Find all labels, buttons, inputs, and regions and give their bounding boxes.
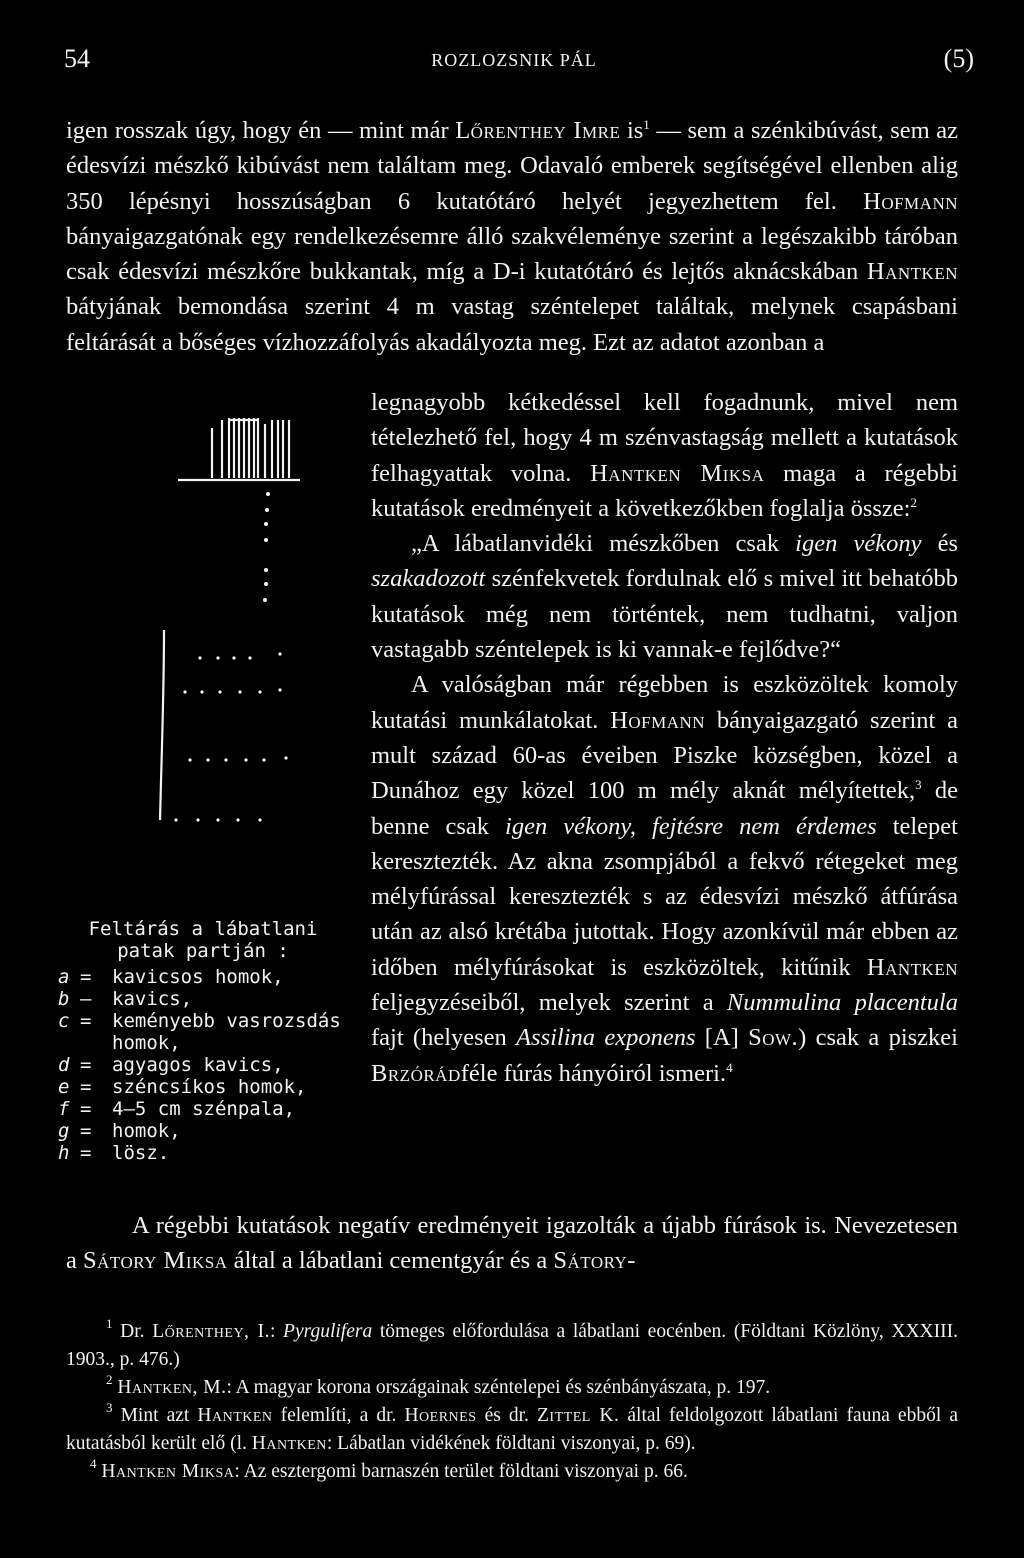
paragraph: igen rosszak úgy, hogy én — mint már Lőrenthey Imre $is^1$ — sem a szénkibúvást, sem az édesvízi mészkő kibúvást nem találtam meg. Odavaló emberek segítségével ellenben alig 350 lépésnyi hosszúságban 6 kutatótáró helyét jegyezhettem fel. Hofmann bányaigazgatónak egy rendelkezésemre álló szakvéleménye szerint a legészakibb táróban csak édesvízi mészkőre bukkantak, míg a D-i kutatótáró és lejtős aknácskában Hantken bátyjának bemondása szerint 4 m vastag széntelepet találtak, melynek csapásbani feltárását a bőséges vízhozzáfolyás akadályozta meg. Ezt az adatot azonban a xyxy=(66,117,959,356)
author-name: Hantken xyxy=(251,1433,327,1454)
author-name: Sátory Miksa xyxy=(83,1247,228,1275)
author-name: Hantken xyxy=(866,953,958,981)
footnote: $^3$ Mint azt Hantken felemlíti, a dr. Hoernes és dr. Zittel K. által feldolgozott lábatlani fauna ebből a kutatásból került elő (l. Hantken: Lábatlan vidékének földtani viszonyai, p. 69). xyxy=(66,1400,958,1454)
paragraph: legnagyobb kétkedéssel kell fogadnunk, mivel nem tételezhető fel, hogy 4 m szénvastagság mellett a kutatások felhagyattak volna. Hantken Miksa maga a régebbi kutatások eredményeit a következőkben foglalja össze:$^2$ xyxy=(371,389,958,522)
author-name: Hantken xyxy=(866,258,958,286)
legend-row: c = keményebb vasrozsdás homok, xyxy=(58,1010,341,1054)
legend-row: d = agyagos kavics, xyxy=(58,1054,284,1076)
figure-caption xyxy=(58,918,348,1164)
outcrop-drawing xyxy=(150,400,310,850)
section-number: (5) xyxy=(943,44,974,73)
footnote: $^2$ Hantken, M.: A magyar korona országainak széntelepei és szénbányászata, p. 197. xyxy=(106,1372,771,1398)
footnotes xyxy=(66,1318,958,1486)
paragraph: A valóságban már régebben is eszközöltek komoly kutatási munkálatokat. Hofmann bányaigazgató szerint a mult század 60-as éveiben Piszke községben, közel a Dunához egy közel 100 m mély aknát mélyítettek,$^3$ de benne csak igen vékony, fejtésre nem érdemes telepet keresztezték. Az akna zsompjából a fekvő rétegeket meg mélyfúrással keresztezték s az édesvízi mészkő átfúrása után az alsó krétába jutottak. Hogy azonkívül már ebben az időben mélyfúrásokat is eszközöltek, kitűnik Hantken feljegyzéseiből, melyek szerint a Nummulina placentula fajt (helyesen Assilina exponens [A] Sow.) csak a piszkei Brzórádféle fúrás hányóiról ismeri.$^4$ xyxy=(371,671,959,1087)
legend-row: f = 4—5 cm szénpala, xyxy=(58,1098,296,1120)
footnote: $^1$ Dr. Lőrenthey, I.: Pyrgulifera tömeges előfordulása a lábatlani eocénben. (Földtani Közlöny, XXXIII. 1903., p. 476.) xyxy=(66,1316,958,1370)
author-name: Hoernes xyxy=(404,1405,477,1426)
author-name: Sátory xyxy=(553,1247,628,1275)
running-title: ROZLOZSNIK PÁL xyxy=(431,50,597,70)
author-name: Hantken xyxy=(197,1405,273,1426)
author-name: Zittel K. xyxy=(537,1405,620,1426)
footnote-ref: 3 xyxy=(915,777,922,793)
author-name: Lőrenthey, I. xyxy=(152,1321,270,1342)
footnote-ref: 1 xyxy=(643,117,650,132)
footnote-ref: 2 xyxy=(910,494,917,510)
legend-row: a = kavicsos homok, xyxy=(58,966,284,988)
author-name: Hantken, M. xyxy=(117,1377,227,1398)
body-text-top xyxy=(66,113,958,360)
footnote-ref: 4 xyxy=(726,1059,733,1075)
body-text-bottom xyxy=(66,1208,958,1279)
footnote: $^4$ Hantken Miksa: Az esztergomi barnaszén terület földtani viszonyai p. 66. xyxy=(90,1456,688,1482)
author-name: Sow. xyxy=(748,1024,799,1052)
legend-row: b — kavics, xyxy=(58,988,193,1010)
paragraph: A régebbi kutatások negatív eredményeit igazolták a újabb fúrások is. Nevezetesen a Sátory Miksa által a lábatlani cementgyár és a Sátory- xyxy=(66,1212,958,1275)
quotation: „A lábatlanvidéki mészkőben csak igen vékony és szakadozott szénfekvetek fordulnak elő s mivel itt behatóbb kutatások még nem történtek, nem tudhatni, valjon vastagabb széntelepek is ki vannak-e fejlődve?“ xyxy=(371,530,958,664)
author-name: Hantken Miksa xyxy=(590,459,765,487)
legend-row: e = széncsíkos homok, xyxy=(58,1076,307,1098)
legend-row: h = lösz. xyxy=(58,1142,170,1164)
legend-row: g = homok, xyxy=(58,1120,181,1142)
page-header xyxy=(64,44,974,84)
species-name: Assilina exponens xyxy=(516,1024,696,1052)
author-name: Hofmann xyxy=(863,187,958,215)
page-number: 54 xyxy=(64,44,90,73)
species-name: Nummulina placentula xyxy=(726,989,958,1017)
author-name: Hofmann xyxy=(610,706,706,734)
author-name: Lőrenthey Imre xyxy=(455,117,621,144)
caption-title: Feltárás a lábatlani patak partján : xyxy=(88,918,318,962)
author-name: Brzórád xyxy=(371,1059,461,1087)
body-text-right-column xyxy=(371,385,958,1091)
section-figure xyxy=(150,400,310,850)
author-name: Hantken Miksa xyxy=(101,1461,235,1482)
